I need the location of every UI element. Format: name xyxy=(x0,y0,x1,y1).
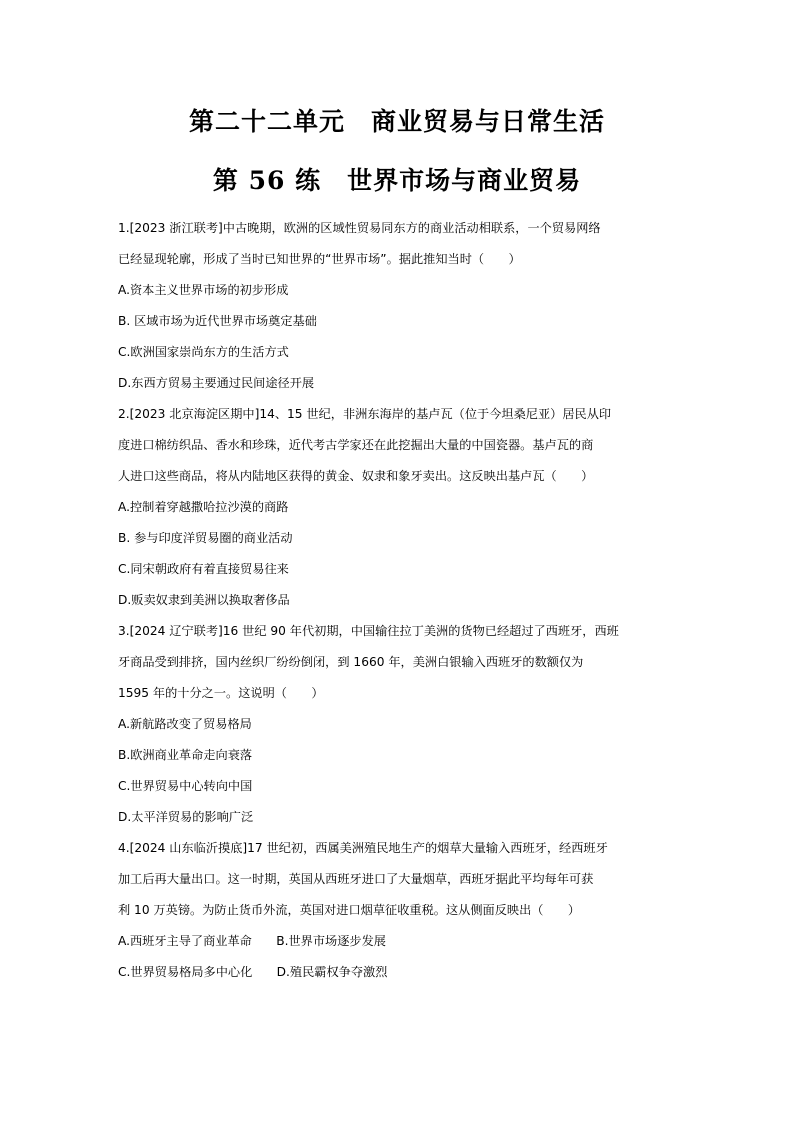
question-stem-line: 加工后再大量出口。这一时期，英国从西班牙进口了大量烟草，西班牙据此平均每年可获 xyxy=(118,872,594,886)
answer-option-c: C.欧洲国家崇尚东方的生活方式 xyxy=(118,345,289,359)
question-stem-line: 度进口棉纺织品、香水和珍珠，近代考古学家还在此挖掘出大量的中国瓷器。基卢瓦的商 xyxy=(118,438,594,452)
answer-option-a: A.资本主义世界市场的初步形成 xyxy=(118,283,289,297)
question-stem-line: 4.[2024 山东临沂摸底]17 世纪初，西属美洲殖民地生产的烟草大量输入西班牙，经西班牙 xyxy=(118,841,608,855)
question-stem-line: 3.[2024 辽宁联考]16 世纪 90 年代初期，中国输往拉丁美洲的货物已经超过了西班牙，西班 xyxy=(118,624,619,638)
question-stem-line: 1595 年的十分之一。这说明（ ） xyxy=(118,686,324,700)
question-stem-line: 人进口这些商品，将从内陆地区获得的黄金、奴隶和象牙卖出。这反映出基卢瓦（ ） xyxy=(118,469,594,483)
answer-option-a: A.控制着穿越撒哈拉沙漠的商路 xyxy=(118,500,289,514)
question-stem-line: 已经显现轮廓，形成了当时已知世界的“世界市场”。据此推知当时（ ） xyxy=(118,252,521,266)
unit-title: 第二十二单元 商业贸易与日常生活 xyxy=(188,107,605,136)
answer-option-d: D.贩卖奴隶到美洲以换取奢侈品 xyxy=(118,593,290,607)
lesson-title: 第 56 练 世界市场与商业贸易 xyxy=(212,166,582,195)
question-stem-line: 1.[2023 浙江联考]中古晚期，欧洲的区域性贸易同东方的商业活动相联系，一个贸易网络 xyxy=(118,221,601,235)
answer-options-ab: A.西班牙主导了商业革命 B.世界市场逐步发展 xyxy=(118,934,386,948)
answer-option-d: D.太平洋贸易的影响广泛 xyxy=(118,810,254,824)
answer-options-cd: C.世界贸易格局多中心化 D.殖民霸权争夺激烈 xyxy=(118,965,388,979)
question-stem-line: 利 10 万英镑。为防止货币外流，英国对进口烟草征收重税。这从侧面反映出（ ） xyxy=(118,903,581,917)
answer-option-c: C.同宋朝政府有着直接贸易往来 xyxy=(118,562,289,576)
answer-option-b: B. 参与印度洋贸易圈的商业活动 xyxy=(118,531,293,545)
answer-option-b: B. 区域市场为近代世界市场奠定基础 xyxy=(118,314,317,328)
answer-option-c: C.世界贸易中心转向中国 xyxy=(118,779,253,793)
answer-option-d: D.东西方贸易主要通过民间途径开展 xyxy=(118,376,315,390)
answer-option-a: A.新航路改变了贸易格局 xyxy=(118,717,252,731)
question-stem-line: 牙商品受到排挤，国内丝织厂纷纷倒闭，到 1660 年，美洲白银输入西班牙的数额仅为 xyxy=(118,655,584,669)
question-stem-line: 2.[2023 北京海淀区期中]14、15 世纪，非洲东海岸的基卢瓦（位于今坦桑尼亚）居民从印 xyxy=(118,407,612,421)
answer-option-b: B.欧洲商业革命走向衰落 xyxy=(118,748,253,762)
